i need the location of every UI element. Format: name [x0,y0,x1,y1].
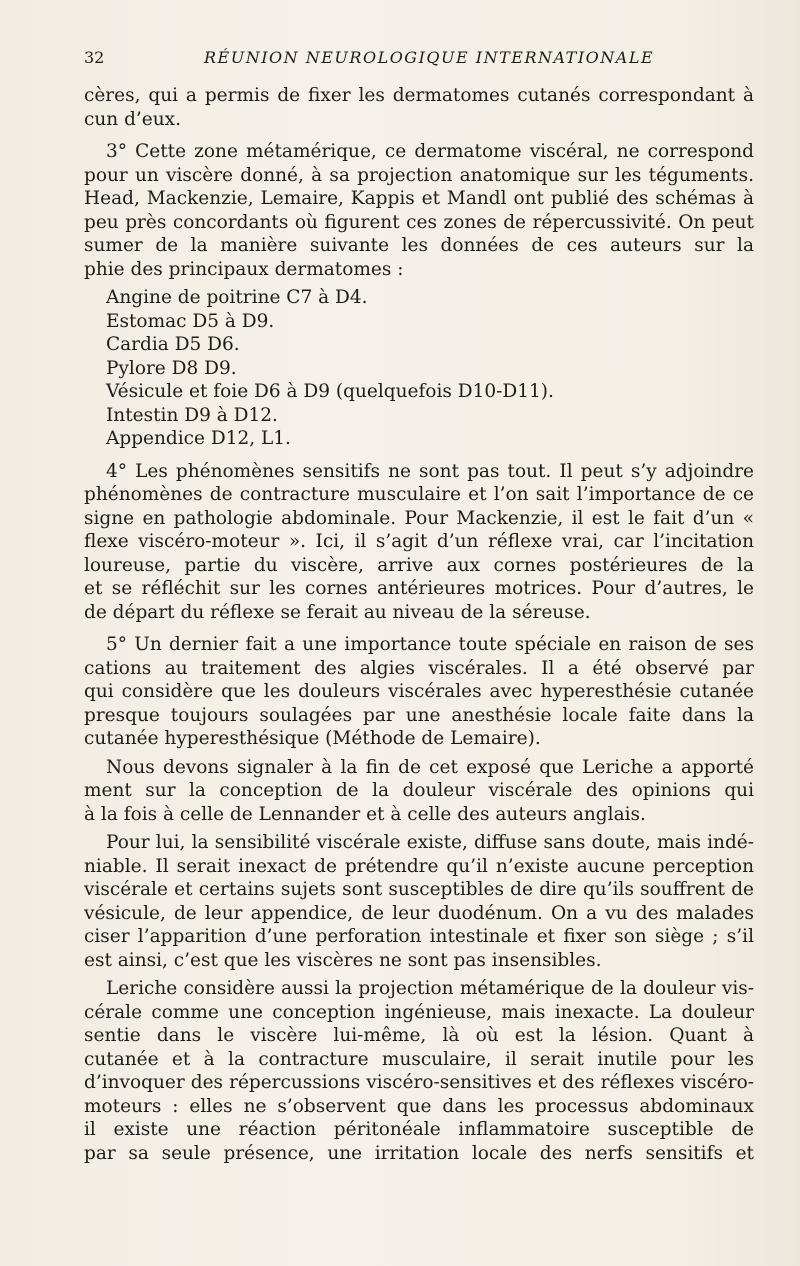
list-item: Angine de poitrine C7 à D4. [106,287,368,308]
text-line: phénomènes de contracture musculaire et l’on sait l’importance de ce [84,484,754,505]
paragraph [84,140,754,281]
text-line: cères, qui a permis de fixer les dermatomes cutanés correspondant à [84,85,754,106]
paragraph [84,84,754,131]
running-title: RÉUNION NEUROLOGIQUE INTERNATIONALE [204,48,655,67]
text-line: niable. Il serait inexact de prétendre qu’il n’existe aucune perception [84,855,754,877]
text-line: phie des principaux dermatomes : [84,258,404,280]
text-line: Head, Mackenzie, Lemaire, Kappis et Mandl ont publié des schémas à [84,188,754,209]
text-line: et se réfléchit sur les cornes antérieures motrices. Pour d’autres, le [84,578,754,599]
paragraph [84,633,754,751]
text-line: Nous devons signaler à la fin de cet exposé que Leriche a apporté [106,756,754,778]
page-header [84,48,754,74]
text-line: flexe viscéro-moteur ». Ici, il s’agit d’un réflexe vrai, car l’incitation [84,531,754,552]
text-line: signe en pathologie abdominale. Pour Mackenzie, il est le fait d’un « [84,507,754,529]
dermatome-list [84,286,754,451]
list-item: Vésicule et foie D6 à D9 (quelquefois D10-D11). [106,381,554,402]
text-line: viscérale et certains sujets sont susceptibles de dire qu’ils souffrent de [84,879,754,900]
text-line: peu près concordants où figurent ces zones de répercussivité. On peut [84,211,754,233]
text-line: 3° Cette zone métamérique, ce dermatome viscéral, ne correspond [106,141,754,162]
text-line: 5° Un dernier fait a une importance toute spéciale en raison de ses [106,634,754,655]
body-text [84,84,754,1165]
list-item: Intestin D9 à D12. [106,404,278,426]
paragraph [84,977,754,1165]
text-line: moteurs : elles ne s’observent que dans les processus abdominaux [84,1095,754,1117]
text-line: qui considère que les douleurs viscérales avec hyperesthésie cutanée [84,681,754,702]
text-line: cérale comme une conception ingénieuse, mais inexacte. La douleur [84,1001,754,1023]
text-line: pour un viscère donné, à sa projection anatomique sur les téguments. [84,164,754,186]
text-line: 4° Les phénomènes sensitifs ne sont pas tout. Il peut s’y adjoindre [106,460,754,482]
list-item: Estomac D5 à D9. [106,310,275,332]
text-line: loureuse, partie du viscère, arrive aux cornes postérieures de la [84,554,754,576]
text-line: est ainsi, c’est que les viscères ne sont pas insensibles. [84,949,602,971]
text-line: sentie dans le viscère lui-même, là où est la lésion. Quant à [84,1025,754,1046]
text-line: ment sur la conception de la douleur viscérale des opinions qui [84,780,754,801]
text-line: cun d’eux. [84,108,181,130]
list-item: Appendice D12, L1. [106,428,291,449]
text-line: d’invoquer des répercussions viscéro-sensitives et des réflexes viscéro- [84,1072,754,1093]
paragraph [84,831,754,972]
text-line: ciser l’apparition d’une perforation intestinale et fixer son siège ; s’il [84,926,754,947]
text-line: cations au traitement des algies viscérales. Il a été observé par [84,657,754,679]
text-line: vésicule, de leur appendice, de leur duodénum. On a vu des malades [84,902,754,924]
text-line: par sa seule présence, une irritation locale des nerfs sensitifs et [84,1142,754,1164]
text-line: il existe une réaction péritonéale inflammatoire susceptible de [84,1119,754,1140]
text-line: cutanée et à la contracture musculaire, il serait inutile pour les [84,1048,754,1070]
text-line: de départ du réflexe se ferait au niveau de la séreuse. [84,601,591,623]
text-line: Leriche considère aussi la projection métamérique de la douleur vis- [106,978,754,999]
list-item: Cardia D5 D6. [106,334,240,355]
text-line: à la fois à celle de Lennander et à celle des auteurs anglais. [84,803,646,825]
list-item: Pylore D8 D9. [106,357,237,379]
paragraph [84,460,754,625]
text-line: presque toujours soulagées par une anesthésie locale faite dans la [84,704,754,726]
page-number: 32 [84,48,105,67]
paragraph [84,756,754,827]
text-line: sumer de la manière suivante les données de ces auteurs sur la [84,235,754,256]
text-line: cutanée hyperesthésique (Méthode de Lemaire). [84,728,541,749]
text-line: Pour lui, la sensibilité viscérale existe, diffuse sans doute, mais indé- [106,832,754,853]
